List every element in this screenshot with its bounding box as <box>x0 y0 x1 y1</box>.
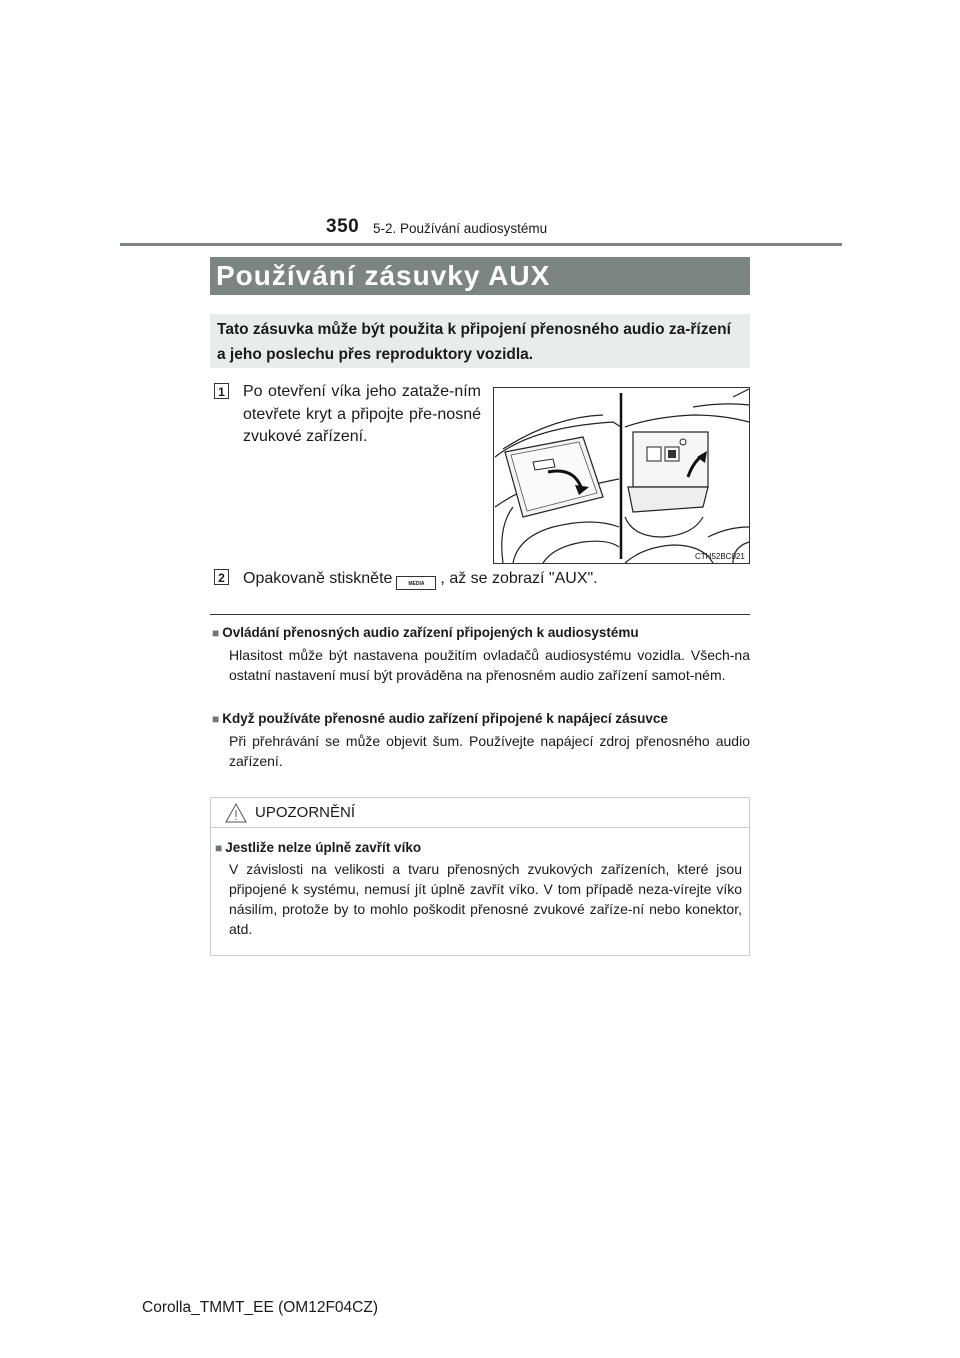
section-1-body: Hlasitost může být nastavena použitím ovladačů audiosystému vozidla. Všech-na ostatní nastavení musí být prováděna na přenosném audio zařízení samot-ném. <box>229 647 750 683</box>
step-2-text <box>243 569 598 590</box>
step-2-number: 2 <box>214 569 229 585</box>
section-1-heading-text: Ovládání přenosných audio zařízení připojených k audiosystému <box>222 625 639 640</box>
caution-title: UPOZORNĚNÍ <box>255 804 356 821</box>
caution-heading <box>215 840 421 855</box>
step-1-number: 1 <box>214 383 229 399</box>
page-title: Používání zásuvky AUX <box>210 257 750 295</box>
step-1-text: Po otevření víka jeho zataže-ním otevřete kryt a připojte pře-nosné zvukové zařízení. <box>243 383 481 445</box>
caution-heading-text: Jestliže nelze úplně zavřít víko <box>225 840 422 855</box>
warning-triangle-icon <box>225 803 247 823</box>
caution-body: V závislosti na velikosti a tvaru přenosných zvukových zařízeních, které jsou připojené k systému, nemusí jít úplně zavřít víko. V tom případě neza-vírejte víko násilím, protože by to mohlo poškodit přenosné zvukové zaříze-ní nebo konektor, atd. <box>229 861 742 937</box>
section-divider <box>210 614 750 615</box>
section-2-heading <box>212 711 668 726</box>
step-2-text-after: , až se zobrazí "AUX". <box>440 570 598 587</box>
intro-box: Tato zásuvka může být použita k připojení přenosného audio za-řízení a jeho poslechu přes reproduktory vozidla. <box>210 314 750 368</box>
bullet-icon: ■ <box>212 712 220 726</box>
bullet-icon: ■ <box>212 626 220 640</box>
bullet-icon: ■ <box>215 841 223 855</box>
page-number: 350 <box>326 216 360 237</box>
footer-model-code: Corolla_TMMT_EE (OM12F04CZ) <box>142 1299 378 1316</box>
section-reference: 5-2. Používání audiosystému <box>373 221 548 236</box>
media-button: MEDIA <box>396 576 436 590</box>
caution-header-divider <box>210 827 750 828</box>
illustration-code: CTH52BC021 <box>695 552 745 561</box>
section-2-heading-text: Když používáte přenosné audio zařízení připojené k napájecí zásuvce <box>222 711 668 726</box>
step-2-text-before: Opakovaně stiskněte <box>243 570 393 587</box>
aux-socket-illustration <box>493 387 750 564</box>
section-1-heading <box>212 625 639 640</box>
header-divider <box>120 243 842 246</box>
section-2-body: Při přehrávání se může objevit šum. Používejte napájecí zdroj přenosného audio zařízení. <box>229 733 750 769</box>
